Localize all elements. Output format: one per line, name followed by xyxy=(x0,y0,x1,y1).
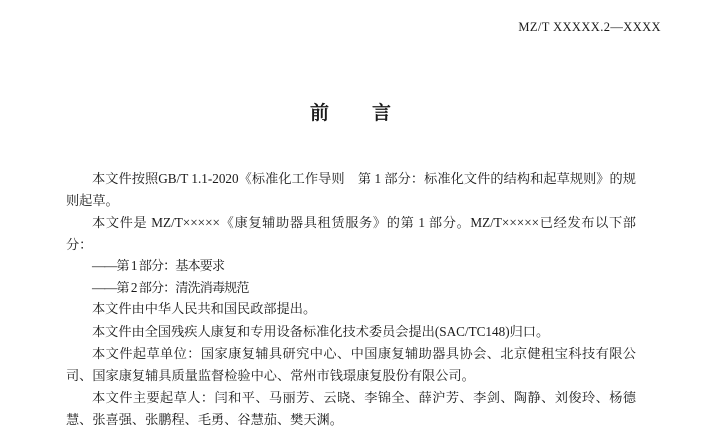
page-title: 前 言 xyxy=(309,102,403,124)
paragraph-main-drafters: 本文件主要起草人：闫和平、马丽芳、云晓、李锦全、薛沪芳、李剑、陶静、刘俊玲、杨德慧、张喜强、张鹏程、毛勇、谷慧茄、樊天渊。 xyxy=(66,390,636,427)
list-item-part-1: ——第 1 部分：基本要求 xyxy=(92,258,225,273)
foreword-body xyxy=(66,168,636,431)
paragraph-parts-intro: 本文件是 MZ/T×××××《康复辅助器具租赁服务》的第 1 部分。MZ/T×××××已经发布以下部分： xyxy=(66,215,636,252)
paragraph-administered-by: 本文件由全国残疾人康复和专用设备标准化技术委员会提出(SAC/TC148)归口。 xyxy=(92,323,550,339)
list-item-part-2: ——第 2 部分：清洗消毒规范 xyxy=(92,279,249,295)
paragraph-proposed-by: 本文件由中华人民共和国民政部提出。 xyxy=(92,301,317,316)
page-header-standard-number: MZ/T XXXXX.2—XXXX xyxy=(518,20,661,34)
paragraph-drafting-rules: 本文件按照GB/T 1.1-2020《标准化工作导则 第 1 部分：标准化文件的结构和起草规则》的规则起草。 xyxy=(66,171,636,208)
paragraph-drafting-organizations: 本文件起草单位：国家康复辅具研究中心、中国康复辅助器具协会、北京健租宝科技有限公司、国家康复辅具质量监督检验中心、常州市钱璟康复股份有限公司。 xyxy=(66,346,636,383)
